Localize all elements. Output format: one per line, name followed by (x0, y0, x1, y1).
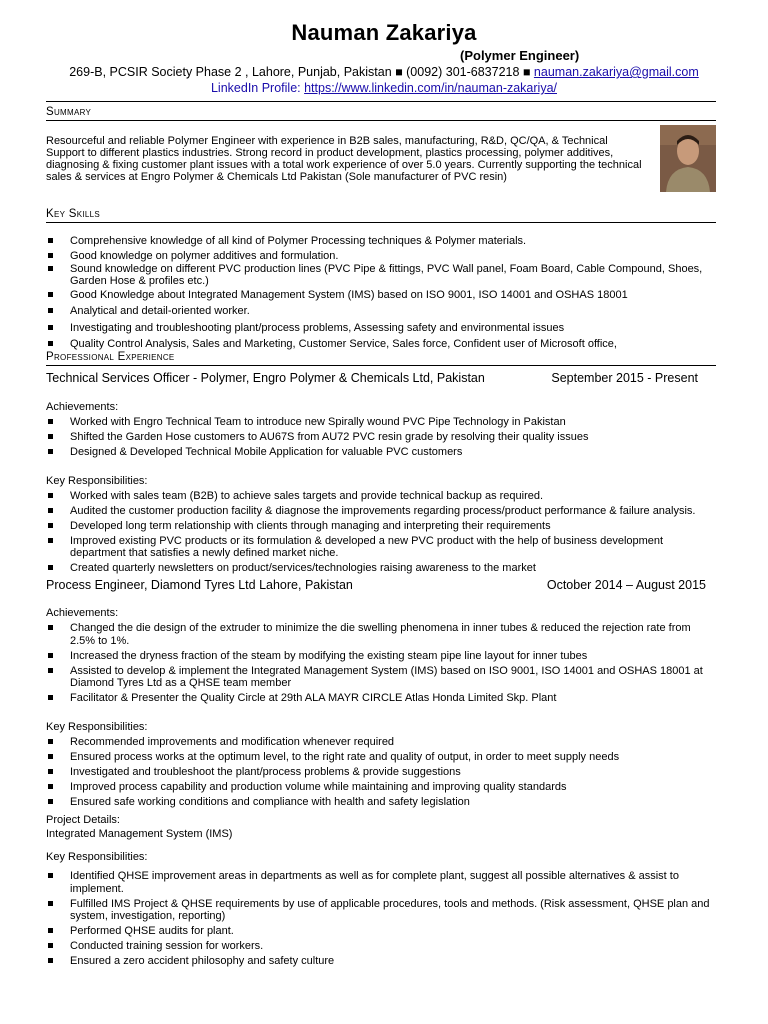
list-item: Recommended improvements and modification whenever required (46, 736, 716, 749)
linkedin-link[interactable]: https://www.linkedin.com/in/nauman-zakariya/ (304, 81, 557, 95)
job2-title: Process Engineer, Diamond Tyres Ltd Lahore, Pakistan (46, 578, 353, 592)
job1-dates: September 2015 - Present (551, 371, 698, 385)
list-item: Improved existing PVC products or its formulation & developed a new PVC product with the help of business development department that satisfies a newly defined market niche. (46, 535, 716, 560)
list-item: Shifted the Garden Hose customers to AU67S from AU72 PVC resin grade by resolving their quality issues (46, 431, 716, 444)
list-item: Sound knowledge on different PVC production lines (PVC Pipe & fittings, PVC Wall panel, Foam Board, Cable Compound, Shoes, Garden Hose & profiles etc.) (46, 263, 716, 288)
candidate-name: Nauman Zakariya (291, 20, 477, 45)
project-name: Integrated Management System (IMS) (46, 828, 233, 840)
contact-address-phone: 269-B, PCSIR Society Phase 2 , Lahore, Punjab, Pakistan ■ (0092) 301-6837218 ■ (69, 65, 534, 79)
project-responsibilities-label: Key Responsibilities: (46, 851, 148, 863)
job1-achievements-list (46, 416, 716, 459)
list-item: Investigated and troubleshoot the plant/process problems & provide suggestions (46, 766, 716, 779)
job1-title-line (46, 370, 716, 386)
list-item: Ensured a zero accident philosophy and safety culture (46, 955, 716, 968)
project-details-label: Project Details: (46, 814, 120, 826)
skills-heading: Key Skills (46, 207, 716, 223)
list-item: Developed long term relationship with clients through managing and interpreting their requirements (46, 520, 716, 533)
summary-text: Resourceful and reliable Polymer Engineer with experience in B2B sales, manufacturing, R&D, QC/QA, & Technical Support to different plastics industries. Strong record in product development, plastics processing, polymer additives, diagnosing & fixing customer plant issues with a total work experience of over 5.0 years. Currently supporting the technical sales & services at Engro Polymer & Chemicals Ltd Pakistan (Sole manufacturer of PVC resin) (46, 135, 642, 183)
list-item: Ensured process works at the optimum level, to the right rate and quality of output, in order to meet supply needs (46, 751, 716, 764)
job2-responsibilities-label: Key Responsibilities: (46, 720, 148, 733)
list-item: Audited the customer production facility & diagnose the improvements regarding process/product performance & failure analysis. (46, 505, 716, 518)
list-item: Designed & Developed Technical Mobile Application for valuable PVC customers (46, 446, 716, 459)
job-subtitle: (Polymer Engineer) (460, 48, 580, 63)
list-item: Improved process capability and production volume while maintaining and improving quality standards (46, 781, 716, 794)
list-item: Assisted to develop & implement the Integrated Management System (IMS) based on ISO 9001, ISO 14001 and OSHAS 18001 at Diamond Tyres Ltd as a QHSE team member (46, 665, 716, 690)
list-item: Identified QHSE improvement areas in departments as well as for complete plant, suggest all possible alternatives & assist to implement. (46, 870, 716, 895)
skills-list (46, 235, 716, 351)
list-item: Performed QHSE audits for plant. (46, 925, 716, 938)
list-item: Increased the dryness fraction of the steam by modifying the existing steam pipe line layout for inner tubes (46, 650, 716, 663)
list-item: Created quarterly newsletters on product/services/technologies raising awareness to the market (46, 562, 716, 575)
list-item: Quality Control Analysis, Sales and Marketing, Customer Service, Sales force, Confident user of Microsoft office, (46, 338, 716, 351)
job1-title: Technical Services Officer - Polymer, Engro Polymer & Chemicals Ltd, Pakistan (46, 371, 485, 385)
project-responsibilities-list (46, 870, 716, 968)
list-item: Good knowledge on polymer additives and formulation. (46, 250, 716, 263)
list-item: Comprehensive knowledge of all kind of Polymer Processing techniques & Polymer materials. (46, 235, 716, 248)
list-item: Fulfilled IMS Project & QHSE requirements by use of applicable procedures, tools and methods. (Risk assessment, QHSE plan and system, investigation, reporting) (46, 898, 716, 923)
list-item: Analytical and detail-oriented worker. (46, 305, 716, 318)
email-link[interactable]: nauman.zakariya@gmail.com (533, 65, 699, 79)
list-item: Investigating and troubleshooting plant/process problems, Assessing safety and environmental issues (46, 322, 716, 335)
summary-section (46, 101, 716, 183)
job2-title-line (46, 577, 716, 593)
list-item: Ensured safe working conditions and compliance with health and safety legislation (46, 796, 716, 809)
profile-photo (660, 125, 716, 192)
job2-achievements-label: Achievements: (46, 607, 119, 619)
linkedin-label: LinkedIn Profile (210, 81, 298, 95)
contact-line (0, 64, 768, 80)
list-item: Worked with Engro Technical Team to introduce new Spirally wound PVC Pipe Technology in Pakistan (46, 416, 716, 429)
list-item: Worked with sales team (B2B) to achieve sales targets and provide technical backup as required. (46, 490, 716, 503)
profile-photo-image (660, 125, 716, 192)
experience-section (46, 350, 716, 970)
skills-section (46, 207, 716, 353)
list-item: Facilitator & Presenter the Quality Circle at 29th ALA MAYR CIRCLE Atlas Honda Limited Skp. Plant (46, 692, 716, 705)
job1-achievements-label: Achievements: (46, 401, 119, 413)
list-item: Changed the die design of the extruder to minimize the die swelling phenomena in inner tubes & reduced the rejection rate from 2.5% to 1%. (46, 622, 716, 647)
list-item: Good Knowledge about Integrated Management System (IMS) based on ISO 9001, ISO 14001 and OSHAS 18001 (46, 289, 716, 302)
resume-header (0, 0, 768, 96)
linkedin-line (0, 80, 768, 96)
experience-heading: Professional Experience (46, 350, 716, 366)
linkedin-separator: : (297, 81, 305, 95)
job2-responsibilities-list (46, 736, 716, 809)
job1-responsibilities-label: Key Responsibilities: (46, 474, 148, 487)
job1-responsibilities-list (46, 490, 716, 575)
summary-heading: Summary (46, 101, 716, 121)
job2-dates: October 2014 – August 2015 (546, 578, 706, 592)
job2-achievements-list (46, 622, 716, 705)
list-item: Conducted training session for workers. (46, 940, 716, 953)
